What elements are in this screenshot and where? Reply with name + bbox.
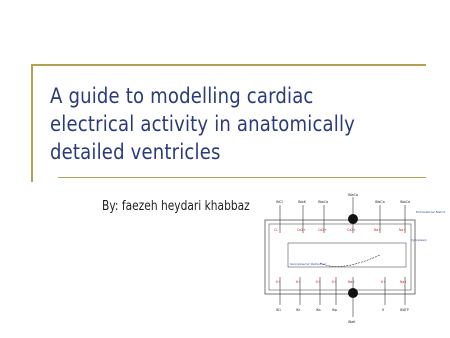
cell-membrane-inner	[269, 224, 411, 290]
ion-k-1: K+	[276, 280, 281, 284]
ion-na-4: Na+	[400, 280, 408, 284]
ion-ca-3: Ca2+	[347, 228, 356, 232]
label-inaca-3: INaCa	[400, 200, 411, 204]
accent-horizontal-bar	[31, 64, 426, 66]
label-ikr: IKr	[296, 308, 301, 312]
label-cytoplasm: Cytoplasm	[411, 238, 427, 242]
label-ik1: IK1	[276, 308, 282, 312]
title-underline	[58, 177, 426, 178]
label-inaca-2: INaCa	[348, 193, 359, 197]
label-iks: IKs	[316, 308, 321, 312]
ion-ca-2: Ca2+	[318, 228, 327, 232]
pump-top-icon	[348, 214, 358, 224]
author-byline: By: faezeh heydari khabbaz	[102, 199, 250, 214]
ion-na-1: Na+	[374, 228, 382, 232]
label-insca: INsCa	[375, 200, 385, 204]
label-sr: Sarcoplasmic Reticulum	[290, 262, 327, 266]
label-incl: INCl	[276, 200, 283, 204]
label-extracellular: Extracellular Matrix	[416, 210, 446, 214]
ion-na-3: Na+	[348, 280, 356, 284]
label-inak: INaK	[298, 200, 306, 204]
label-inak-bottom: INaK	[348, 320, 356, 324]
cell-membrane-outer	[265, 220, 415, 294]
pump-bottom-icon	[348, 288, 358, 298]
label-ikatp: IKATP	[400, 308, 409, 312]
ion-k-2: K+	[296, 280, 301, 284]
slide-title: A guide to modelling cardiac electrical activity in anatomically detailed ventricles	[50, 84, 356, 164]
ion-ca-1: Ca2+	[297, 228, 306, 232]
label-inaca: INaCa	[318, 200, 329, 204]
cell-model-diagram	[260, 193, 446, 333]
ion-k-4: K+	[332, 280, 337, 284]
label-if: If	[382, 308, 385, 312]
ion-k-5: K+	[381, 280, 386, 284]
ion-k-3: K+	[316, 280, 321, 284]
accent-vertical-bar	[31, 64, 33, 182]
ion-cl: Cl-	[274, 228, 279, 232]
label-ikp: IKp	[332, 308, 338, 312]
ion-na-2: Na+	[399, 228, 407, 232]
